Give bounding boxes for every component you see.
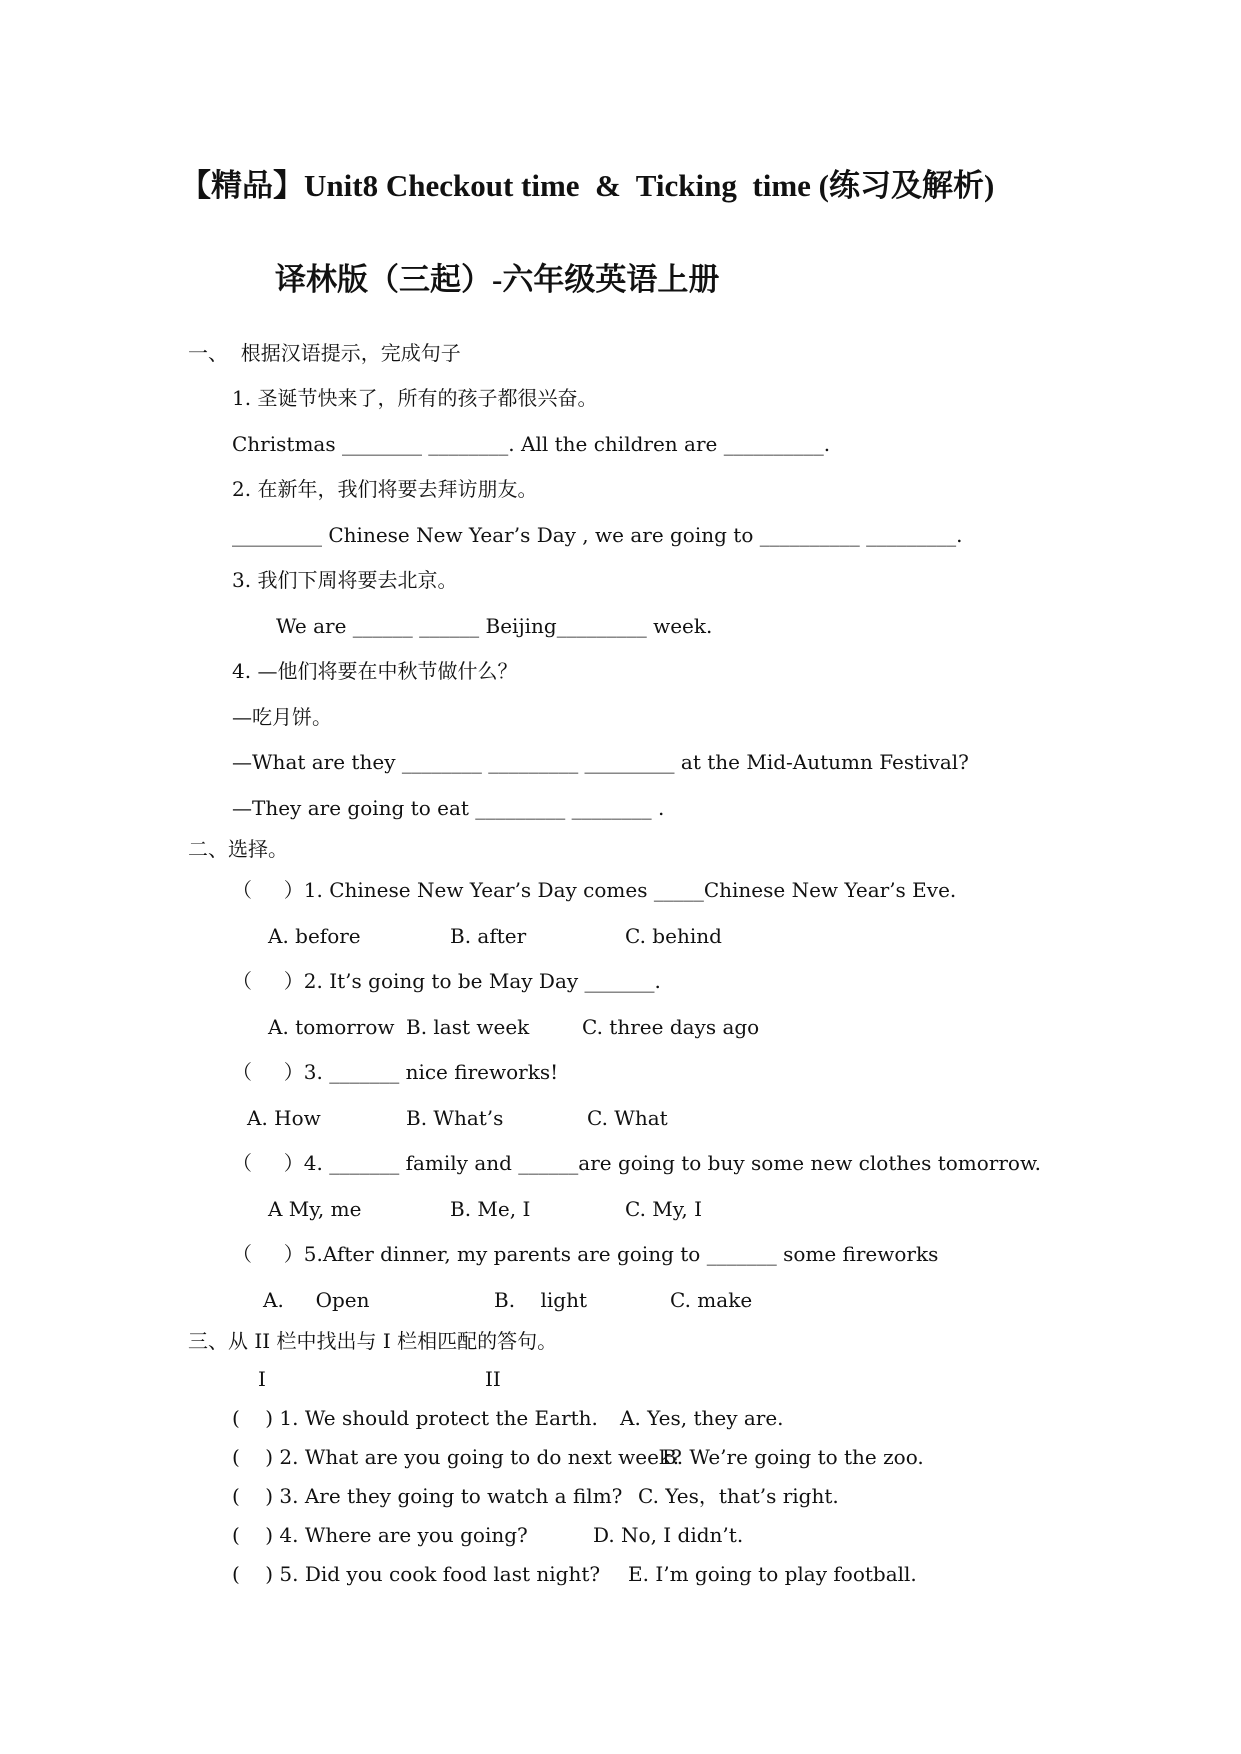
s2-q5-option-b: B. light — [494, 1288, 587, 1312]
s2-q3-option-b: B. What’s — [406, 1106, 504, 1130]
s1-line-8: —吃月饼。 — [232, 705, 332, 729]
s2-q1-stem: （ ）1. Chinese New Year’s Day comes _____Chinese New Year’s Eve. — [232, 878, 957, 902]
s1-line-3: 2. 在新年，我们将要去拜访朋友。 — [232, 477, 538, 501]
s2-q1-option-b: B. after — [450, 924, 527, 948]
s3-row-5-answer: E. I’m going to play football. — [628, 1562, 917, 1586]
s3-row-5-question: ( ) 5. Did you cook food last night? — [232, 1562, 601, 1586]
s1-line-10: —They are going to eat _________ ________ . — [232, 796, 665, 820]
s2-q4-stem: （ ）4. _______ family and ______are going to buy some new clothes tomorrow. — [232, 1151, 1042, 1175]
s3-row-1-question: ( ) 1. We should protect the Earth. — [232, 1406, 598, 1430]
s2-q5-stem: （ ）5.After dinner, my parents are going to _______ some fireworks — [232, 1242, 939, 1266]
s3-row-3-question: ( ) 3. Are they going to watch a film? — [232, 1484, 623, 1508]
s1-line-7: 4. —他们将要在中秋节做什么？ — [232, 659, 518, 683]
column-ii-header: II — [485, 1367, 501, 1391]
s2-q3-option-a: A. How — [247, 1106, 321, 1130]
s1-line-2: Christmas ________ ________. All the children are __________. — [232, 432, 831, 456]
s2-q4-option-c: C. My, I — [625, 1197, 703, 1221]
document-title-line-1: 【精品】Unit8 Checkout time & Ticking time (练习及解析) — [180, 168, 995, 203]
s2-q4-option-a: A My, me — [268, 1197, 362, 1221]
s3-row-1-answer: A. Yes, they are. — [620, 1406, 784, 1430]
s1-line-9: —What are they ________ _________ _________ at the Mid-Autumn Festival? — [232, 750, 969, 774]
document-title-line-2: 译林版（三起）-六年级英语上册 — [275, 262, 720, 297]
s3-row-3-answer: C. Yes，that’s right. — [638, 1484, 839, 1508]
s3-row-2-answer: B. We’re going to the zoo. — [662, 1445, 924, 1469]
s2-q1-option-a: A. before — [268, 924, 361, 948]
s2-q2-stem: （ ）2. It’s going to be May Day _______. — [232, 969, 661, 993]
s1-line-5: 3. 我们下周将要去北京。 — [232, 568, 458, 592]
s2-q3-option-c: C. What — [587, 1106, 668, 1130]
s2-q5-option-a: A. Open — [263, 1288, 370, 1312]
s2-q2-option-c: C. three days ago — [582, 1015, 760, 1039]
s3-row-4-question: ( ) 4. Where are you going? — [232, 1523, 528, 1547]
s3-row-4-answer: D. No, I didn’t. — [593, 1523, 744, 1547]
section-1-heading: 一、 根据汉语提示，完成句子 — [188, 341, 461, 365]
column-i-header: I — [258, 1367, 266, 1391]
s2-q4-option-b: B. Me, I — [450, 1197, 531, 1221]
s2-q2-option-b: B. last week — [406, 1015, 530, 1039]
s2-q3-stem: （ ）3. _______ nice fireworks! — [232, 1060, 559, 1084]
section-3-heading: 三、从 II 栏中找出与 I 栏相匹配的答句。 — [188, 1329, 558, 1353]
s2-q5-option-c: C. make — [670, 1288, 753, 1312]
s3-row-2-question: ( ) 2. What are you going to do next week? — [232, 1445, 682, 1469]
s1-line-1: 1. 圣诞节快来了，所有的孩子都很兴奋。 — [232, 386, 598, 410]
s2-q1-option-c: C. behind — [625, 924, 722, 948]
s1-line-6: We are ______ ______ Beijing_________ week. — [276, 614, 713, 638]
s1-line-4: _________ Chinese New Year’s Day , we are going to __________ _________. — [232, 523, 963, 547]
s2-q2-option-a: A. tomorrow — [268, 1015, 395, 1039]
section-2-heading: 二、选择。 — [188, 837, 288, 861]
